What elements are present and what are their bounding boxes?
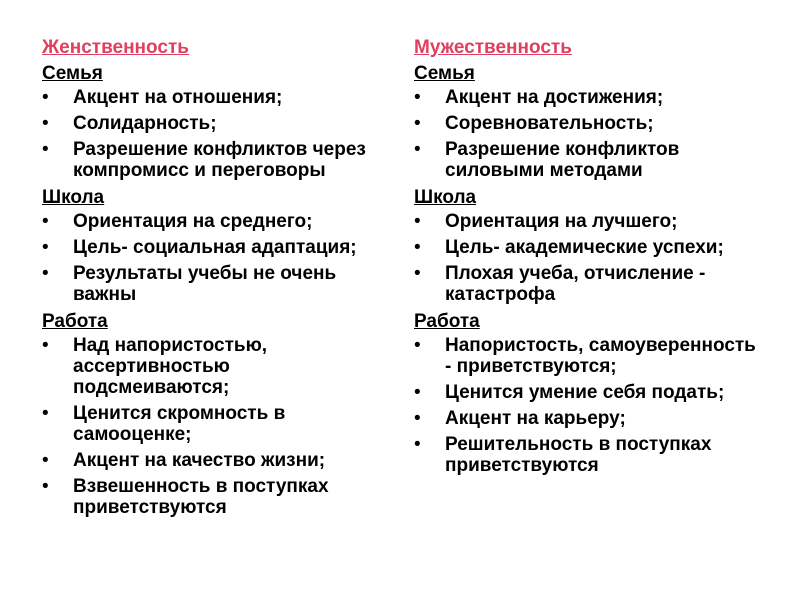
list-item: [414, 113, 764, 134]
list-item-text: Над напористостью, ассертивностью подсмеиваются;: [73, 335, 268, 398]
list-item-text: Решительность в поступках приветствуются: [445, 434, 712, 476]
list-item: [42, 113, 387, 134]
section-heading: Работа: [42, 311, 108, 332]
list-item-text: Солидарность;: [73, 113, 217, 134]
bullet-icon: •: [42, 113, 49, 134]
section-heading: Семья: [42, 63, 103, 84]
section-work: [414, 310, 764, 476]
list-item-text: Цель- академические успехи;: [445, 237, 724, 258]
list-item-text: Ориентация на среднего;: [73, 211, 313, 232]
list-item: [42, 476, 387, 518]
section-heading: Семья: [414, 63, 475, 84]
bullet-icon: •: [414, 139, 421, 160]
bullet-icon: •: [414, 263, 421, 284]
list-item-text: Разрешение конфликтов через компромисс и переговоры: [73, 139, 366, 181]
section-school: [42, 186, 387, 305]
bullet-list: [414, 211, 764, 305]
bullet-icon: •: [42, 211, 49, 232]
list-item: [414, 87, 764, 108]
section-school: [414, 186, 764, 305]
list-item: [414, 139, 764, 181]
bullet-icon: •: [42, 139, 49, 160]
list-item: [42, 403, 387, 445]
bullet-list: [42, 335, 387, 518]
list-item: [414, 263, 764, 305]
bullet-icon: •: [42, 450, 49, 471]
list-item-text: Соревновательность;: [445, 113, 654, 134]
masculinity-column: [414, 36, 764, 481]
list-item: [414, 408, 764, 429]
list-item-text: Ценится умение себя подать;: [445, 382, 725, 403]
section-family: [414, 62, 764, 181]
list-item: [414, 237, 764, 258]
list-item: [42, 237, 387, 258]
list-item-text: Результаты учебы не очень важны: [73, 263, 337, 305]
section-family: [42, 62, 387, 181]
section-heading: Работа: [414, 311, 480, 332]
list-item-text: Разрешение конфликтов силовыми методами: [445, 139, 680, 181]
bullet-icon: •: [42, 263, 49, 284]
section-heading: Школа: [414, 187, 477, 208]
bullet-icon: •: [414, 408, 421, 429]
list-item: [42, 335, 387, 398]
bullet-icon: •: [414, 335, 421, 356]
list-item-text: Напористость, самоуверенность - приветствуются;: [445, 335, 756, 377]
bullet-icon: •: [42, 87, 49, 108]
list-item: [42, 211, 387, 232]
section-work: [42, 310, 387, 518]
list-item: [42, 139, 387, 181]
bullet-list: [414, 335, 764, 476]
femininity-column: [42, 36, 387, 523]
bullet-icon: •: [414, 113, 421, 134]
list-item-text: Взвешенность в поступках приветствуются: [73, 476, 329, 518]
bullet-icon: •: [414, 87, 421, 108]
bullet-icon: •: [42, 237, 49, 258]
bullet-list: [42, 211, 387, 305]
bullet-icon: •: [42, 403, 49, 424]
list-item: [42, 87, 387, 108]
bullet-list: [42, 87, 387, 181]
list-item-text: Плохая учеба, отчисление - катастрофа: [445, 263, 706, 305]
bullet-icon: •: [414, 382, 421, 403]
bullet-icon: •: [414, 237, 421, 258]
list-item-text: Ориентация на лучшего;: [445, 211, 678, 232]
bullet-icon: •: [414, 211, 421, 232]
list-item: [414, 335, 764, 377]
bullet-icon: •: [42, 476, 49, 497]
list-item: [42, 450, 387, 471]
bullet-list: [414, 87, 764, 181]
list-item-text: Ценится скромность в самооценке;: [73, 403, 286, 445]
femininity-title: Женственность: [42, 37, 189, 58]
list-item: [414, 382, 764, 403]
list-item: [42, 263, 387, 305]
masculinity-title: Мужественность: [414, 37, 572, 58]
bullet-icon: •: [42, 335, 49, 356]
list-item-text: Цель- социальная адаптация;: [73, 237, 357, 258]
bullet-icon: •: [414, 434, 421, 455]
list-item-text: Акцент на достижения;: [445, 87, 664, 108]
list-item: [414, 211, 764, 232]
list-item-text: Акцент на качество жизни;: [73, 450, 326, 471]
section-heading: Школа: [42, 187, 105, 208]
list-item: [414, 434, 764, 476]
list-item-text: Акцент на отношения;: [73, 87, 283, 108]
list-item-text: Акцент на карьеру;: [445, 408, 626, 429]
